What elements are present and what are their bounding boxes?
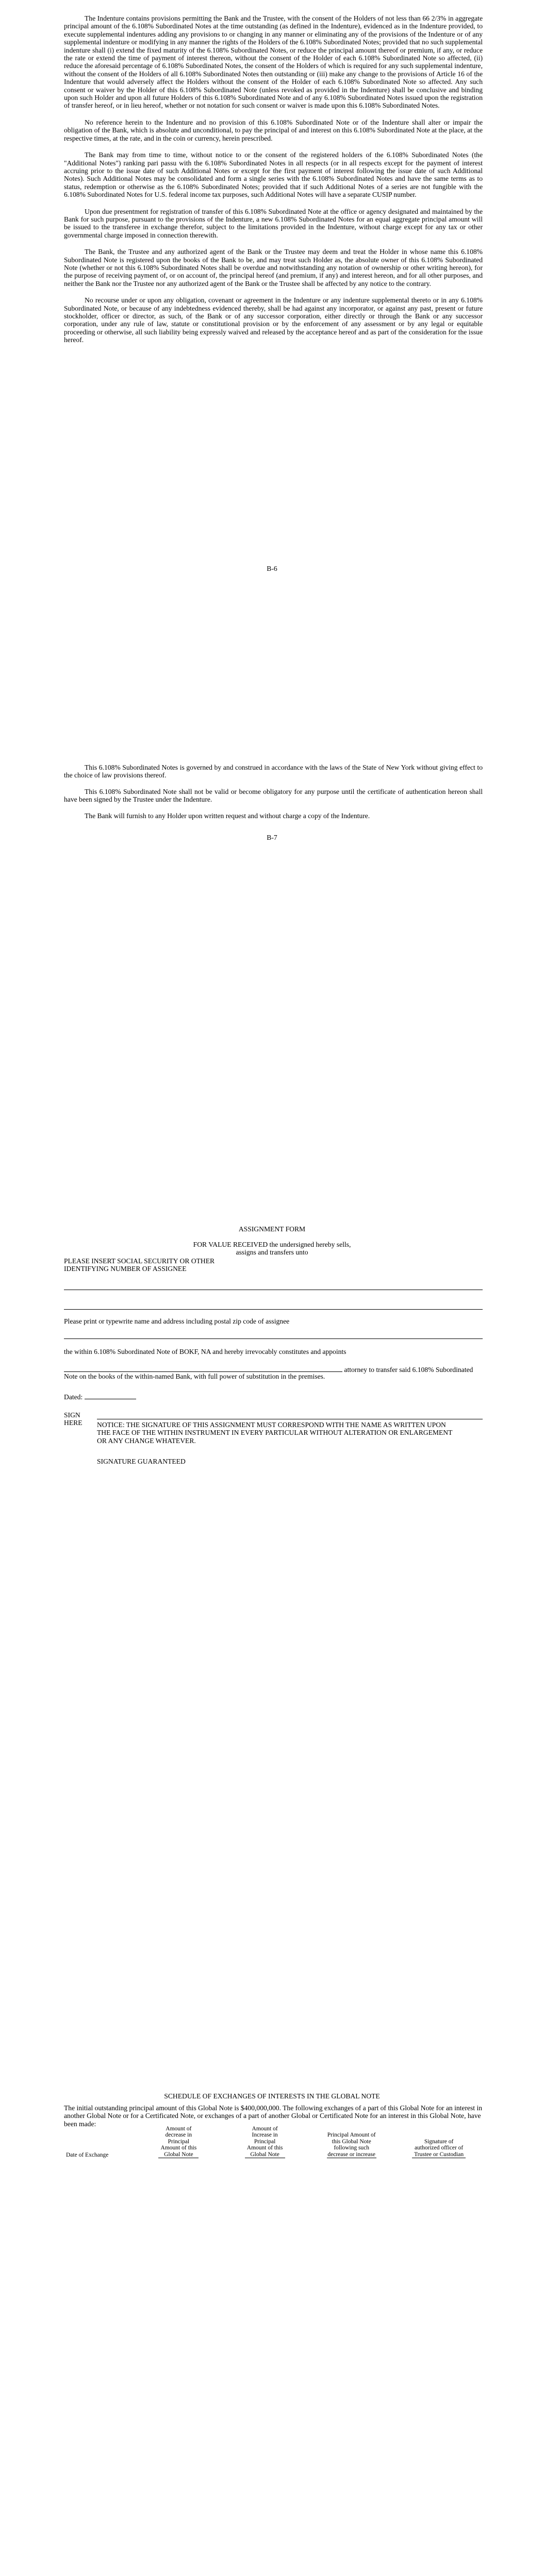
assignee-address-line[interactable] bbox=[64, 1338, 483, 1339]
attorney-name-field[interactable] bbox=[64, 1364, 342, 1372]
signature-notice: NOTICE: THE SIGNATURE OF THIS ASSIGNMENT MUST CORRESPOND WITH THE NAME AS WRITTEN UPON THE FACE OF THE WITHIN INSTRUMENT IN EVERY PARTICULAR WITHOUT ALTERATION OR ENLARGEMENT OR ANY CHANGE WHATEVER. bbox=[97, 1421, 453, 1445]
sign-label: SIGN bbox=[64, 1411, 80, 1419]
assignment-title: ASSIGNMENT FORM bbox=[238, 1225, 306, 1233]
column-header-label: Amount of Increase in Principal Amount of this Global Note bbox=[245, 2126, 285, 2158]
dated-field[interactable] bbox=[85, 1392, 136, 1399]
column-header-increase bbox=[222, 2126, 308, 2158]
schedule-title: SCHEDULE OF EXCHANGES OF INTERESTS IN THE GLOBAL NOTE bbox=[164, 2092, 380, 2100]
schedule-header-row bbox=[64, 2126, 483, 2158]
column-header-date: Date of Exchange bbox=[66, 2151, 109, 2158]
page-b7-body bbox=[64, 764, 483, 820]
within-note-text: the within 6.108% Subordinated Note of BOKF, NA and hereby irrevocably constitutes and appoints bbox=[64, 1348, 347, 1355]
column-header-principal bbox=[308, 2126, 395, 2158]
assignee-name-line[interactable] bbox=[64, 1309, 483, 1310]
ssn-label-line: PLEASE INSERT SOCIAL SECURITY OR OTHER bbox=[64, 1257, 215, 1265]
paragraph-owner-treatment: The Bank, the Trustee and any authorized agent of the Bank or the Trustee may deem and treat the Holder in whose name this 6.108% Subordinated Note is registered upon the books of the Bank to be, and may treat such Holder as, the absolute owner of this 6.108% Subordinated Note (whether or not this 6.108% Subordinated Notes shall be overdue and notwithstanding any notation of ownership or other writing hereon), for the purpose of receiving payment of, or on account of, the principal hereof (and premium, if any) and interest hereon, and for all other purposes, and neither the Bank nor the Trustee nor any authorized agent of the Bank or the Trustee shall be affected by any notice to the contrary. bbox=[64, 248, 483, 287]
schedule-intro: The initial outstanding principal amount of this Global Note is $400,000,000. The following exchanges of a part of this Global Note for an interest in another Global Note or for a Certificated Note, or exchanges of a part of another Global or Certificated Note for an interest in this Global Note, have been made: bbox=[64, 2104, 483, 2128]
paragraph-no-impairment: No reference herein to the Indenture and no provision of this 6.108% Subordinated Note or of the Indenture shall alter or impair the obligation of the Bank, which is absolute and unconditional, to pay the principal of and interest on this 6.108% Subordinated Note at the place, at the respective times, at the rate, and in the coin or currency, herein prescribed. bbox=[64, 118, 483, 142]
sign-here-label bbox=[64, 1411, 83, 1427]
dated-label: Dated: bbox=[64, 1393, 83, 1401]
ssn-label-line: IDENTIFYING NUMBER OF ASSIGNEE bbox=[64, 1265, 187, 1273]
schedule-table-wrap bbox=[64, 2126, 483, 2158]
paragraph-furnish-copy: The Bank will furnish to any Holder upon written request and without charge a copy of the Indenture. bbox=[85, 811, 370, 820]
print-name-instruction: Please print or typewrite name and address including postal zip code of assignee bbox=[64, 1317, 290, 1325]
page-number: B-6 bbox=[267, 565, 277, 572]
page-b6-body bbox=[64, 14, 483, 344]
note-books-text: Note on the books of the within-named Bank, with full power of substitution in the premises. bbox=[64, 1372, 325, 1380]
paragraph-amendments: The Indenture contains provisions permitting the Bank and the Trustee, with the consent of the Holders of not less than 66 2/3% in aggregate principal amount of the 6.108% Subordinated Notes at the time outstanding (as defined in the Indenture), evidenced as in the Indenture provided, to execute supplemental indentures adding any provisions to or changing in any manner or eliminating any of the provisions of the Indenture or of any supplemental indenture or modifying in any manner the rights of the Holders of the 6.108% Subordinated Notes; provided that no such supplemental indenture shall (i) extend the fixed maturity of the 6.108% Subordinated Notes, or reduce the principal amount thereof or premium, if any, or reduce the rate or extend the time of payment of interest thereon, without the consent of the Holder of each 6.108% Subordinated Note so affected, (ii) reduce the aforesaid percentage of 6.108% Subordinated Notes, the consent of the Holders of which is required for any such supplemental indenture, without the consent of the Holders of all 6.108% Subordinated Notes then outstanding or (iii) make any change to the provisions of Article 16 of the Indenture that would adversely affect the Holders without the consent of the Holder of each 6.108% Subordinated Note so affected. Any such consent or waiver by the Holder of this 6.108% Subordinated Note (unless revoked as provided in the Indenture) shall be conclusive and binding upon such Holder and upon all future Holders of this 6.108% Subordinated Note and of any 6.108% Subordinated Notes issued upon the registration of transfer hereof, or in lieu hereof, whether or not notation for such consent or waiver is made upon this 6.108% Subordinated Notes. bbox=[64, 14, 483, 110]
paragraph-transfer: Upon due presentment for registration of transfer of this 6.108% Subordinated Note at the office or agency designated and maintained by the Bank for such purpose, pursuant to the provisions of the Indenture, a new 6.108% Subordinated Notes for an equal aggregate principal amount will be issued to the transferee in exchange therefor, subject to the limitations provided in the Indenture, without charge except for any tax or other governmental charge imposed in connection therewith. bbox=[64, 207, 483, 239]
paragraph-no-recourse: No recourse under or upon any obligation, covenant or agreement in the Indenture or any indenture supplemental thereto or in any 6.108% Subordinated Note, or because of any indebtedness evidenced thereby, shall be had against any incorporator, or against any past, present or future stockholder, officer or director, as such, of the Bank or of any successor corporation, either directly or through the Bank or any successor corporation, under any rule of law, statute or constitutional provision or by the enforcement of any assessment or by any legal or equitable proceeding or otherwise, all such liability being expressly waived and released by the acceptance hereof and as part of the consideration for the issue hereof. bbox=[64, 296, 483, 344]
ssn-label bbox=[64, 1257, 215, 1273]
schedule-table bbox=[64, 2126, 483, 2158]
column-header-decrease bbox=[136, 2126, 222, 2158]
attorney-text: attorney to transfer said 6.108% Subordinated bbox=[344, 1366, 473, 1374]
column-header-label: Principal Amount of this Global Note following such decrease or increase bbox=[327, 2132, 376, 2158]
page-number: B-7 bbox=[267, 834, 277, 841]
column-header-label: Amount of decrease in Principal Amount of this Global Note bbox=[158, 2126, 199, 2158]
signature-guaranteed-label: SIGNATURE GUARANTEED bbox=[97, 1458, 186, 1465]
column-header-label: Signature of authorized officer of Trustee or Custodian bbox=[412, 2139, 466, 2158]
column-header-signature bbox=[395, 2126, 483, 2158]
for-value-line: FOR VALUE RECEIVED the undersigned hereby sells, bbox=[193, 1241, 351, 1248]
for-value-text bbox=[0, 1241, 544, 1257]
here-label: HERE bbox=[64, 1419, 83, 1427]
paragraph-additional-notes: The Bank may from time to time, without notice to or the consent of the registered holders of the 6.108% Subordinated Notes (the "Additional Notes") ranking pari passu with the 6.108% Subordinated Notes in all respects (or in all respects except for the payment of interest accruing prior to the issue date of such Additional Notes or except for the first payment of interest following the issue date of such Additional Notes). Such Additional Notes may be consolidated and form a single series with the 6.108% Subordinated Notes and have the same terms as to status, redemption or otherwise as the 6.108% Subordinated Notes; provided that if such Additional Notes of a series are not fungible with the 6.108% Subordinated Notes for U.S. federal income tax purposes, such Additional Notes will have a separate CUSIP number. bbox=[64, 151, 483, 199]
dated-row bbox=[64, 1392, 136, 1401]
paragraph-governing-law: This 6.108% Subordinated Notes is governed by and construed in accordance with the laws of the State of New York without giving effect to the choice of law provisions thereof. bbox=[64, 764, 483, 779]
assigns-line: assigns and transfers unto bbox=[236, 1248, 308, 1257]
paragraph-authentication: This 6.108% Subordinated Note shall not be valid or become obligatory for any purpose until the certificate of authentication hereon shall have been signed by the Trustee under the Indenture. bbox=[64, 787, 483, 804]
